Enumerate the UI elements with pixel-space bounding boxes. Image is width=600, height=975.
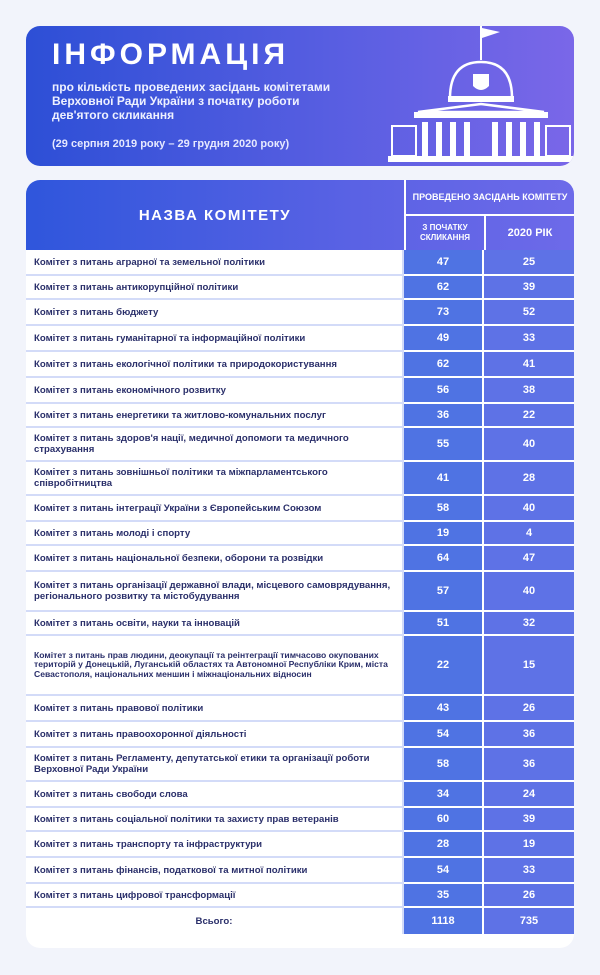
subtitle-line: дев'ятого скликання <box>52 108 175 122</box>
meetings-since-start: 56 <box>404 378 484 404</box>
meetings-2020: 26 <box>484 884 574 908</box>
committee-meetings-table <box>26 180 574 948</box>
meetings-since-start: 73 <box>404 300 484 326</box>
committee-name: Комітет з питань економічного розвитку <box>26 378 404 404</box>
total-row <box>26 908 574 934</box>
committee-name: Комітет з питань соціальної політики та захисту прав ветеранів <box>26 808 404 832</box>
date-range: (29 серпня 2019 року – 29 грудня 2020 року) <box>52 138 290 150</box>
table-row <box>26 546 574 572</box>
meetings-since-start: 62 <box>404 276 484 300</box>
table-header <box>26 180 574 250</box>
meetings-since-start: 36 <box>404 404 484 428</box>
header-since-start: З ПОЧАТКУ СКЛИКАННЯ <box>404 216 484 250</box>
meetings-since-start: 35 <box>404 884 484 908</box>
meetings-2020: 36 <box>484 722 574 748</box>
info-header-banner <box>26 26 574 166</box>
meetings-since-start: 19 <box>404 522 484 546</box>
meetings-2020: 28 <box>484 462 574 496</box>
meetings-2020: 38 <box>484 378 574 404</box>
committee-name: Комітет з питань національної безпеки, оборони та розвідки <box>26 546 404 572</box>
table-row <box>26 636 574 696</box>
meetings-2020: 33 <box>484 326 574 352</box>
table-row <box>26 782 574 808</box>
header-year-2020: 2020 РІК <box>484 216 574 250</box>
meetings-since-start: 49 <box>404 326 484 352</box>
committee-name: Комітет з питань Регламенту, депутатської етики та організації роботи Верховної Ради України <box>26 748 404 782</box>
meetings-since-start: 28 <box>404 832 484 858</box>
meetings-since-start: 54 <box>404 858 484 884</box>
meetings-since-start: 62 <box>404 352 484 378</box>
meetings-2020: 40 <box>484 572 574 612</box>
meetings-2020: 26 <box>484 696 574 722</box>
subtitle-line: Верховної Ради України з початку роботи <box>52 94 300 108</box>
table-row <box>26 522 574 546</box>
committee-name: Комітет з питань правової політики <box>26 696 404 722</box>
table-row <box>26 808 574 832</box>
meetings-2020: 41 <box>484 352 574 378</box>
meetings-2020: 40 <box>484 428 574 462</box>
meetings-2020: 52 <box>484 300 574 326</box>
committee-name: Комітет з питань здоров'я нації, медичної допомоги та медичного страхування <box>26 428 404 462</box>
committee-name: Комітет з питань транспорту та інфраструктури <box>26 832 404 858</box>
total-2020: 735 <box>484 908 574 934</box>
page-title: ІНФОРМАЦІЯ <box>52 38 290 71</box>
committee-name: Комітет з питань зовнішньої політики та міжпарламентського співробітництва <box>26 462 404 496</box>
meetings-2020: 47 <box>484 546 574 572</box>
meetings-since-start: 47 <box>404 250 484 276</box>
meetings-2020: 22 <box>484 404 574 428</box>
page-subtitle <box>52 80 422 122</box>
table-row <box>26 404 574 428</box>
table-row <box>26 572 574 612</box>
meetings-2020: 15 <box>484 636 574 696</box>
table-row <box>26 250 574 276</box>
table-row <box>26 832 574 858</box>
meetings-since-start: 55 <box>404 428 484 462</box>
committee-name: Комітет з питань енергетики та житлово-комунальних послуг <box>26 404 404 428</box>
total-since-start: 1118 <box>404 908 484 934</box>
meetings-2020: 39 <box>484 808 574 832</box>
meetings-since-start: 64 <box>404 546 484 572</box>
total-label: Всього: <box>26 908 404 934</box>
table-row <box>26 462 574 496</box>
meetings-since-start: 57 <box>404 572 484 612</box>
table-row <box>26 884 574 908</box>
meetings-2020: 40 <box>484 496 574 522</box>
table-row <box>26 300 574 326</box>
committee-name: Комітет з питань освіти, науки та інновацій <box>26 612 404 636</box>
committee-name: Комітет з питань молоді і спорту <box>26 522 404 546</box>
committee-name: Комітет з питань інтеграції України з Європейським Союзом <box>26 496 404 522</box>
meetings-2020: 33 <box>484 858 574 884</box>
table-row <box>26 352 574 378</box>
meetings-2020: 24 <box>484 782 574 808</box>
meetings-since-start: 34 <box>404 782 484 808</box>
table-row <box>26 612 574 636</box>
committee-name: Комітет з питань фінансів, податкової та митної політики <box>26 858 404 884</box>
meetings-2020: 4 <box>484 522 574 546</box>
committee-name: Комітет з питань цифрової трансформації <box>26 884 404 908</box>
table-row <box>26 858 574 884</box>
header-meetings-held: ПРОВЕДЕНО ЗАСІДАНЬ КОМІТЕТУ <box>404 180 574 216</box>
committee-name: Комітет з питань організації державної влади, місцевого самоврядування, регіонального розвитку та містобудування <box>26 572 404 612</box>
committee-name: Комітет з питань правоохоронної діяльності <box>26 722 404 748</box>
meetings-2020: 32 <box>484 612 574 636</box>
committee-name: Комітет з питань прав людини, деокупації та реінтеграції тимчасово окупованих територій у Донецькій, Луганській областях та Автономної Республіки Крим, міста Севастополя, національних меншин і міжнаціональних відносин <box>26 636 404 696</box>
parliament-building-icon <box>388 26 574 166</box>
meetings-since-start: 43 <box>404 696 484 722</box>
table-row <box>26 378 574 404</box>
meetings-2020: 36 <box>484 748 574 782</box>
committee-name: Комітет з питань аграрної та земельної політики <box>26 250 404 276</box>
subtitle-line: про кількість проведених засідань комітетами <box>52 80 331 94</box>
table-row <box>26 496 574 522</box>
table-body <box>26 250 574 934</box>
committee-name: Комітет з питань антикорупційної політики <box>26 276 404 300</box>
committee-name: Комітет з питань екологічної політики та природокористування <box>26 352 404 378</box>
meetings-since-start: 58 <box>404 496 484 522</box>
meetings-2020: 39 <box>484 276 574 300</box>
committee-name: Комітет з питань гуманітарної та інформаційної політики <box>26 326 404 352</box>
header-committee-name: НАЗВА КОМІТЕТУ <box>138 206 292 224</box>
meetings-2020: 19 <box>484 832 574 858</box>
meetings-since-start: 41 <box>404 462 484 496</box>
committee-name: Комітет з питань бюджету <box>26 300 404 326</box>
meetings-since-start: 54 <box>404 722 484 748</box>
meetings-since-start: 60 <box>404 808 484 832</box>
table-row <box>26 428 574 462</box>
table-row <box>26 748 574 782</box>
meetings-since-start: 51 <box>404 612 484 636</box>
table-row <box>26 326 574 352</box>
table-row <box>26 696 574 722</box>
table-row <box>26 276 574 300</box>
meetings-since-start: 58 <box>404 748 484 782</box>
committee-name: Комітет з питань свободи слова <box>26 782 404 808</box>
table-row <box>26 722 574 748</box>
meetings-since-start: 22 <box>404 636 484 696</box>
meetings-2020: 25 <box>484 250 574 276</box>
